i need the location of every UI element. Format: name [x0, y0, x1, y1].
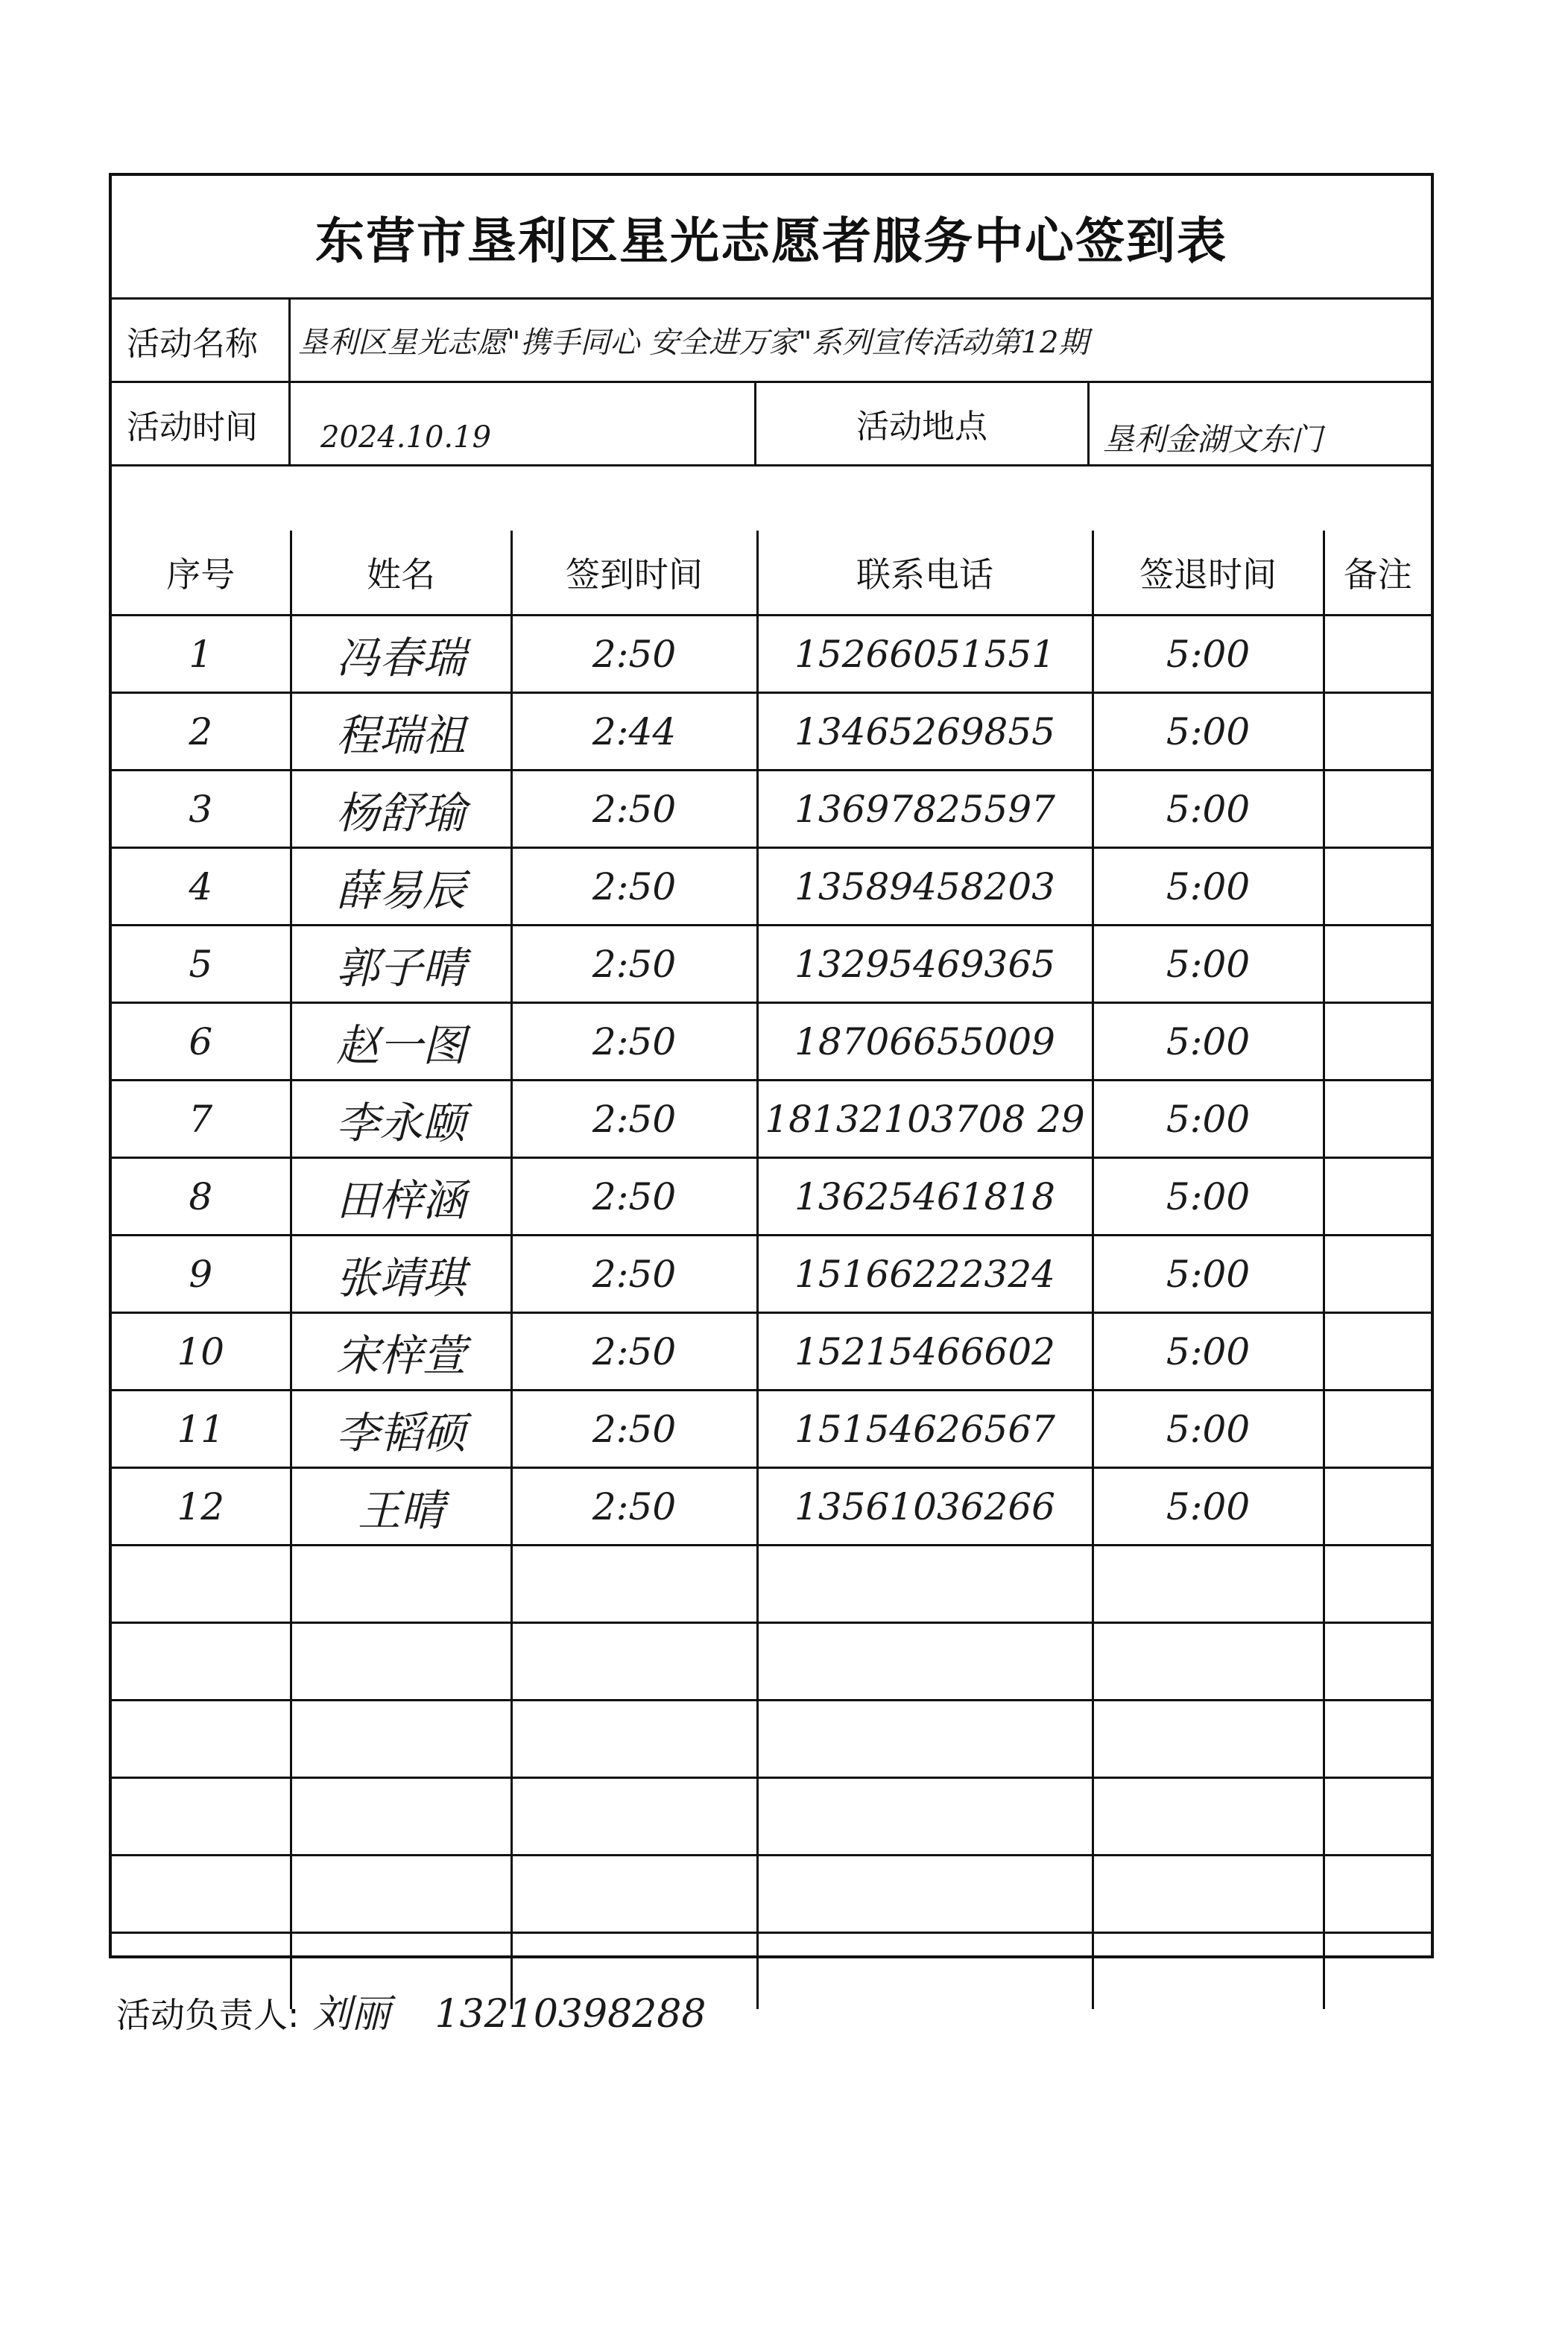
row-index: 4 [112, 848, 291, 926]
row-name [291, 1856, 511, 1933]
row-name [291, 1623, 511, 1701]
row-index [112, 1701, 291, 1778]
row-name: 郭子晴 [291, 926, 511, 1003]
table-row [112, 848, 1431, 926]
row-note [1324, 1313, 1431, 1391]
row-phone: 15154626567 [757, 1391, 1093, 1468]
row-checkin-time: 2:50 [511, 1468, 757, 1546]
row-index: 6 [112, 1003, 291, 1081]
row-phone: 13697825597 [757, 771, 1093, 848]
row-name: 张靖琪 [291, 1236, 511, 1313]
activity-time-label: 活动时间 [112, 383, 291, 464]
footer-phone: 13210398288 [434, 1992, 706, 2037]
row-phone [757, 1623, 1093, 1701]
row-index: 3 [112, 771, 291, 848]
row-note [1324, 1468, 1431, 1546]
row-note [1324, 693, 1431, 771]
row-phone: 18706655009 [757, 1003, 1093, 1081]
row-checkout-time: 5:00 [1093, 1081, 1324, 1158]
row-name [291, 1701, 511, 1778]
row-name: 赵一图 [291, 1003, 511, 1081]
activity-name-label: 活动名称 [112, 300, 291, 381]
row-checkout-time: 5:00 [1093, 1158, 1324, 1236]
row-checkout-time: 5:00 [1093, 1003, 1324, 1081]
row-name: 李韬硕 [291, 1391, 511, 1468]
row-index [112, 1778, 291, 1856]
row-checkin-time [511, 1701, 757, 1778]
row-note [1324, 1856, 1431, 1933]
row-checkout-time: 5:00 [1093, 848, 1324, 926]
row-checkin-time [511, 1546, 757, 1623]
activity-place-value: 垦利金湖文东门 [1103, 420, 1323, 458]
row-checkin-time: 2:50 [511, 1003, 757, 1081]
row-note [1324, 1701, 1431, 1778]
row-note [1324, 1546, 1431, 1623]
activity-place-label: 活动地点 [754, 383, 1090, 464]
row-index [112, 1856, 291, 1933]
row-phone: 15215466602 [757, 1313, 1093, 1391]
row-note [1324, 1623, 1431, 1701]
row-index: 7 [112, 1081, 291, 1158]
row-checkin-time [511, 1778, 757, 1856]
table-row [112, 1778, 1431, 1856]
row-checkout-time: 5:00 [1093, 1236, 1324, 1313]
header-checkin-time: 签到时间 [511, 531, 757, 616]
footer-label: 活动负责人: [116, 1995, 300, 2035]
table-row [112, 926, 1431, 1003]
row-checkout-time: 5:00 [1093, 771, 1324, 848]
table-row [112, 1701, 1431, 1778]
table-row [112, 1081, 1431, 1158]
header-checkout-time: 签退时间 [1093, 531, 1324, 616]
table-row [112, 1236, 1431, 1313]
row-name: 程瑞祖 [291, 693, 511, 771]
row-checkin-time: 2:50 [511, 1158, 757, 1236]
row-index: 11 [112, 1391, 291, 1468]
row-phone: 13465269855 [757, 693, 1093, 771]
header-phone: 联系电话 [757, 531, 1093, 616]
row-checkin-time: 2:50 [511, 1236, 757, 1313]
row-phone [757, 1546, 1093, 1623]
row-name: 薛易辰 [291, 848, 511, 926]
sheet-title: 东营市垦利区星光志愿者服务中心签到表 [112, 176, 1431, 300]
row-checkout-time: 5:00 [1093, 1313, 1324, 1391]
row-checkout-time [1093, 1623, 1324, 1701]
row-checkout-time [1093, 1701, 1324, 1778]
row-phone: 15266051551 [757, 616, 1093, 693]
row-note [1324, 1236, 1431, 1313]
footer [116, 1982, 706, 2038]
row-name: 田梓涵 [291, 1158, 511, 1236]
row-checkin-time [511, 1623, 757, 1701]
row-checkin-time: 2:50 [511, 926, 757, 1003]
row-phone: 18132103708 29 [757, 1081, 1093, 1158]
header-name: 姓名 [291, 531, 511, 616]
table-row [112, 1856, 1431, 1933]
row-note [1324, 1081, 1431, 1158]
row-checkin-time: 2:44 [511, 693, 757, 771]
activity-name-value: 垦利区星光志愿"携手同心 安全进万家"系列宣传活动第12期 [298, 326, 1089, 360]
activity-time-value: 2024.10.19 [320, 420, 492, 455]
row-note [1324, 1003, 1431, 1081]
footer-person: 刘丽 [312, 1992, 391, 2037]
row-index: 2 [112, 693, 291, 771]
row-index: 5 [112, 926, 291, 1003]
table-row [112, 1391, 1431, 1468]
row-note [1324, 771, 1431, 848]
row-name: 宋梓萱 [291, 1313, 511, 1391]
header-note: 备注 [1324, 531, 1431, 616]
row-note [1324, 1158, 1431, 1236]
row-checkin-time [511, 1856, 757, 1933]
row-checkin-time: 2:50 [511, 771, 757, 848]
row-phone [757, 1933, 1093, 2010]
row-name: 冯春瑞 [291, 616, 511, 693]
row-phone: 13295469365 [757, 926, 1093, 1003]
row-checkout-time: 5:00 [1093, 1468, 1324, 1546]
row-checkout-time: 5:00 [1093, 616, 1324, 693]
activity-time-row [112, 383, 1431, 466]
row-index: 8 [112, 1158, 291, 1236]
row-note [1324, 1391, 1431, 1468]
row-name [291, 1546, 511, 1623]
row-checkout-time: 5:00 [1093, 926, 1324, 1003]
table-row [112, 616, 1431, 693]
row-note [1324, 926, 1431, 1003]
row-checkout-time [1093, 1778, 1324, 1856]
row-name: 王晴 [291, 1468, 511, 1546]
row-checkout-time [1093, 1856, 1324, 1933]
row-checkin-time: 2:50 [511, 1081, 757, 1158]
row-phone: 15166222324 [757, 1236, 1093, 1313]
row-index: 9 [112, 1236, 291, 1313]
row-index: 1 [112, 616, 291, 693]
table-row [112, 1158, 1431, 1236]
row-checkin-time: 2:50 [511, 1391, 757, 1468]
table-row [112, 693, 1431, 771]
row-name: 杨舒瑜 [291, 771, 511, 848]
table-row [112, 1468, 1431, 1546]
activity-name-row [112, 300, 1431, 383]
row-checkout-time [1093, 1933, 1324, 2010]
table-row [112, 771, 1431, 848]
row-phone [757, 1701, 1093, 1778]
table-row [112, 1623, 1431, 1701]
row-note [1324, 616, 1431, 693]
row-name: 李永颐 [291, 1081, 511, 1158]
header-index: 序号 [112, 531, 291, 616]
sign-in-table [112, 531, 1431, 2009]
row-note [1324, 1933, 1431, 2010]
row-checkout-time: 5:00 [1093, 1391, 1324, 1468]
row-phone [757, 1856, 1093, 1933]
row-checkin-time: 2:50 [511, 848, 757, 926]
row-index [112, 1623, 291, 1701]
row-phone [757, 1778, 1093, 1856]
row-phone: 13561036266 [757, 1468, 1093, 1546]
row-checkin-time: 2:50 [511, 616, 757, 693]
row-index [112, 1546, 291, 1623]
table-row [112, 1003, 1431, 1081]
row-phone: 13589458203 [757, 848, 1093, 926]
row-index: 12 [112, 1468, 291, 1546]
sign-in-sheet [109, 173, 1434, 1958]
row-note [1324, 848, 1431, 926]
table-header-row [112, 531, 1431, 616]
row-note [1324, 1778, 1431, 1856]
row-name [291, 1778, 511, 1856]
table-row [112, 1546, 1431, 1623]
table-row [112, 1313, 1431, 1391]
row-checkin-time: 2:50 [511, 1313, 757, 1391]
row-phone: 13625461818 [757, 1158, 1093, 1236]
row-checkout-time: 5:00 [1093, 693, 1324, 771]
row-checkout-time [1093, 1546, 1324, 1623]
row-index: 10 [112, 1313, 291, 1391]
